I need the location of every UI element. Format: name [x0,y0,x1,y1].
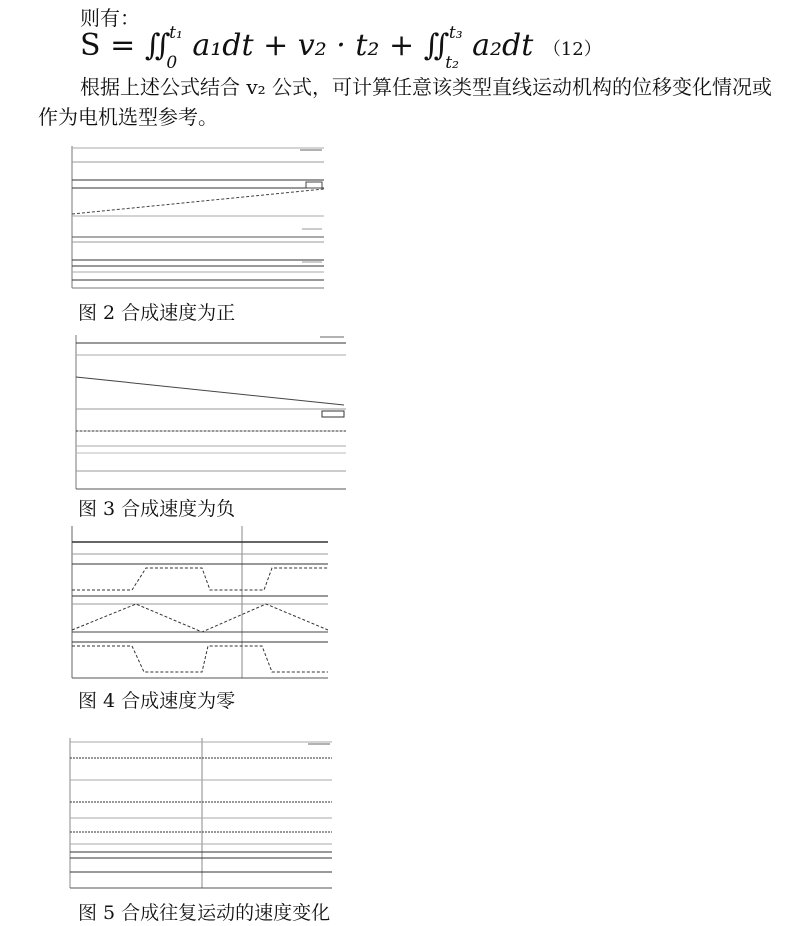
integral2-lower: t₂ [445,53,459,73]
equation-number: （12） [542,39,602,60]
formula-term2: v₂ · t₂ [297,28,380,63]
body-paragraph: 根据上述公式结合 v₂ 公式，可计算任意该类型直线运动机构的位移变化情况或作为电机选型参考。 [38,75,773,129]
integral2-upper: t₃ [448,23,463,43]
figure-3-caption: 图 3 合成速度为负 [78,498,236,520]
formula-term3: a₂dt [472,28,534,63]
figure-4-caption: 图 4 合成速度为零 [78,690,236,712]
figure-5-plot [64,736,336,890]
formula-lhs: S [80,28,101,63]
figure-4-plot [66,524,332,680]
integral1-lower: 0 [166,53,178,73]
figure-2-plot [66,142,328,290]
integral1-upper: t₁ [169,23,183,43]
formula-term1: a₁dt [192,28,254,63]
intro-text: 则有： [80,6,140,30]
displacement-formula: $S = ∬_0^{t_1}$ $a_1dt + v_2 \cdot t_2 + ∬_{t_2}^{t_3}$ a₂dt （12） [80,23,602,73]
figure-5-caption: 图 5 合成往复运动的速度变化 [78,902,331,924]
figure-3-plot [70,333,350,491]
figure-2-caption: 图 2 合成速度为正 [78,302,236,324]
